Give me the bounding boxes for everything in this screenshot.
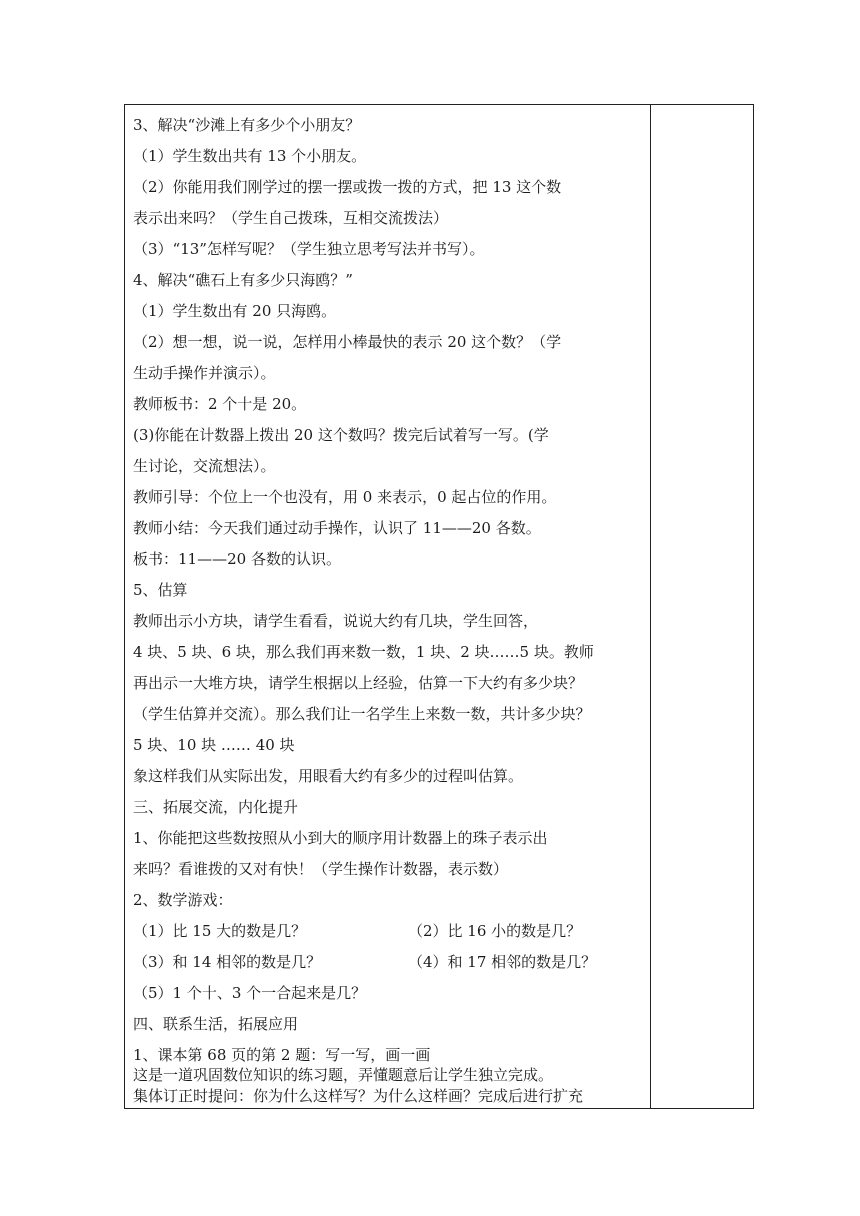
notes-column-cell — [651, 105, 753, 1108]
lesson-table — [124, 104, 754, 1109]
text-line: 再出示一大堆方块，请学生根据以上经验，估算一下大约有多少块？ — [133, 674, 584, 692]
text-line: 板书：11——20 各数的认识。 — [133, 550, 341, 568]
text-line: 这是一道巩固数位知识的练习题，弄懂题意后让学生独立完成。 — [133, 1066, 554, 1084]
text-line: 1、你能把这些数按照从小到大的顺序用计数器上的珠子表示出 — [133, 829, 548, 847]
text-line: 象这样我们从实际出发，用眼看大约有多少的过程叫估算。 — [133, 767, 524, 785]
text-line: 四、联系生活，拓展应用 — [133, 1015, 299, 1033]
text-line: 4 块、5 块、6 块，那么我们再来数一数，1 块、2 块……5 块。教师 — [133, 643, 594, 661]
text-line: 教师出示小方块，请学生看看，说说大约有几块，学生回答， — [133, 612, 539, 630]
text-line: 集体订正时提问：你为什么这样写？为什么这样画？完成后进行扩充 — [133, 1087, 584, 1105]
text-line: 教师引导：个位上一个也没有，用 0 来表示，0 起占位的作用。 — [133, 488, 557, 506]
text-line: 教师小结：今天我们通过动手操作，认识了 11——20 各数。 — [133, 519, 541, 537]
text-line: 教师板书：2 个十是 20。 — [133, 395, 307, 413]
text-line: （4）和 17 相邻的数是几？ — [408, 953, 597, 971]
text-line: 2、数学游戏： — [133, 891, 233, 909]
text-line: （2）你能用我们刚学过的摆一摆或拨一拨的方式，把 13 这个数 — [133, 178, 562, 196]
text-line: （3）和 14 相邻的数是几？ — [133, 953, 322, 971]
text-line: （1）学生数出共有 13 个小朋友。 — [133, 147, 367, 165]
text-line: （学生估算并交流）。那么我们让一名学生上来数一数，共计多少块？ — [133, 705, 591, 723]
text-line: 5 块、10 块 …… 40 块 — [133, 736, 295, 754]
text-line: 三、拓展交流，内化提升 — [133, 798, 299, 816]
text-line: 4、解决“礁石上有多少只海鸥？” — [133, 271, 353, 289]
text-line: （2）想一想，说一说，怎样用小棒最快的表示 20 这个数？（学 — [133, 333, 562, 351]
text-line: 来吗？看谁拨的又对有快！（学生操作计数器，表示数） — [133, 860, 509, 878]
text-line: （1）比 15 大的数是几？ — [133, 922, 307, 940]
text-line: （3）“13”怎样写呢？（学生独立思考写法并书写）。 — [133, 240, 485, 258]
text-line: 5、估算 — [133, 581, 188, 599]
text-line: 3、解决“沙滩上有多少个小朋友？ — [133, 116, 361, 134]
text-line: 表示出来吗？（学生自己拨珠，互相交流拨法） — [133, 209, 449, 227]
text-line: （5）1 个十、3 个一合起来是几？ — [133, 984, 367, 1002]
text-line: （1）学生数出有 20 只海鸥。 — [133, 302, 337, 320]
lesson-content-cell — [125, 105, 650, 1108]
text-line: 1、课本第 68 页的第 2 题：写一写，画一画 — [133, 1046, 431, 1064]
text-line: 生讨论，交流想法）。 — [133, 457, 276, 475]
text-line: 生动手操作并演示）。 — [133, 364, 276, 382]
text-line: (3)你能在计数器上拨出 20 这个数吗？拨完后试着写一写。(学 — [133, 426, 549, 444]
text-line: （2）比 16 小的数是几？ — [408, 922, 582, 940]
